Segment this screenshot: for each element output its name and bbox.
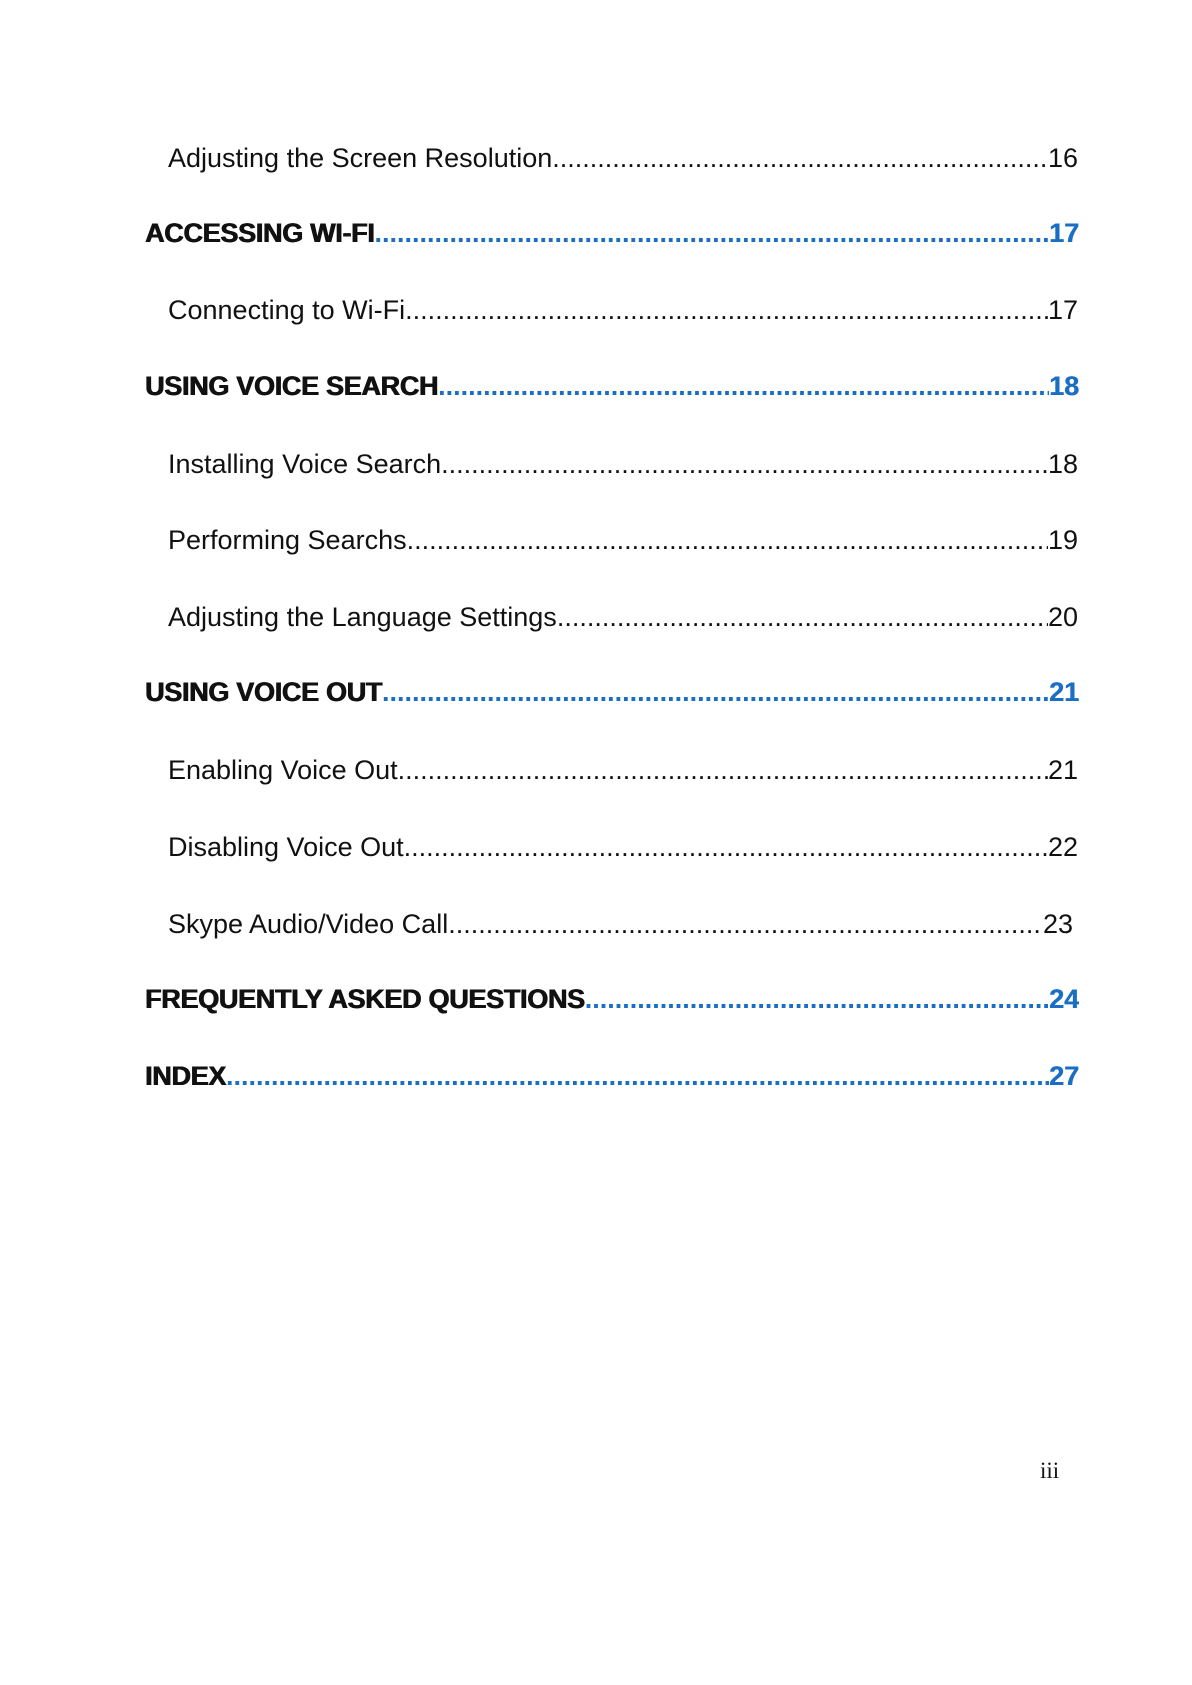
toc-entry-performing-searchs[interactable] [168, 525, 1078, 561]
toc-entry-connecting-to-wifi[interactable] [168, 295, 1078, 331]
toc-dot-leader [226, 1061, 1049, 1092]
toc-entry-page: 21 [1048, 677, 1079, 707]
toc-entry-frequently-asked-questions[interactable] [145, 984, 1079, 1022]
toc-entry-accessing-wifi[interactable] [145, 218, 1079, 256]
toc-dot-leader [438, 371, 1049, 402]
toc-entry-title: ACCESSING WI-FI [145, 218, 375, 248]
toc-entry-page: 27 [1048, 1061, 1079, 1091]
toc-entry-adjusting-language-settings[interactable] [168, 602, 1078, 638]
toc-entry-adjusting-screen-resolution[interactable] [168, 143, 1078, 179]
toc-entry-disabling-voice-out[interactable] [168, 832, 1078, 868]
toc-entry-enabling-voice-out[interactable] [168, 755, 1078, 791]
toc-entry-title: Performing Searchs [168, 525, 407, 555]
toc-entry-title: Adjusting the Screen Resolution [168, 143, 553, 173]
toc-entry-page: 18 [1047, 449, 1078, 479]
toc-entry-page: 16 [1047, 143, 1078, 173]
toc-entry-page: 20 [1047, 602, 1078, 632]
toc-dot-leader [404, 832, 1048, 863]
toc-entry-page: 17 [1048, 218, 1079, 248]
toc-dot-leader [407, 525, 1048, 556]
toc-entry-page: 17 [1047, 295, 1078, 325]
page-number: iii [1040, 1458, 1060, 1483]
toc-dot-leader [552, 143, 1048, 174]
toc-entry-title: Installing Voice Search [168, 449, 442, 479]
toc-entry-page: 18 [1048, 371, 1079, 401]
toc-entry-page: 21 [1047, 755, 1078, 785]
toc-entry-title: Enabling Voice Out [168, 755, 398, 785]
toc-entry-title: FREQUENTLY ASKED QUESTIONS [145, 984, 585, 1014]
toc-entry-title: Skype Audio/Video Call [168, 909, 449, 939]
toc-entry-title: Disabling Voice Out [168, 832, 404, 862]
toc-dot-leader [585, 984, 1049, 1015]
toc-dot-leader [448, 909, 1043, 940]
toc-dot-leader [375, 218, 1049, 249]
toc-entry-title: INDEX [145, 1061, 227, 1091]
toc-dot-leader [441, 449, 1048, 480]
toc-entry-page: 24 [1048, 984, 1079, 1014]
toc-dot-leader [382, 677, 1049, 708]
toc-entry-page: 19 [1047, 525, 1078, 555]
toc-entry-title: USING VOICE SEARCH [145, 371, 439, 401]
toc-entry-using-voice-search[interactable] [145, 371, 1079, 409]
toc-entry-page: 23 [1042, 909, 1073, 939]
toc-entry-title: Adjusting the Language Settings [168, 602, 557, 632]
toc-dot-leader [405, 295, 1048, 326]
toc-entry-installing-voice-search[interactable] [168, 449, 1078, 485]
toc-entry-title: Connecting to Wi-Fi [168, 295, 406, 325]
toc-dot-leader [557, 602, 1048, 633]
toc-entry-title: USING VOICE OUT [145, 677, 383, 707]
toc-entry-page: 22 [1047, 832, 1078, 862]
toc-entry-using-voice-out[interactable] [145, 677, 1079, 715]
toc-entry-skype-audio-video-call[interactable] [168, 909, 1073, 945]
toc-entry-index[interactable] [145, 1061, 1079, 1099]
toc-dot-leader [398, 755, 1048, 786]
